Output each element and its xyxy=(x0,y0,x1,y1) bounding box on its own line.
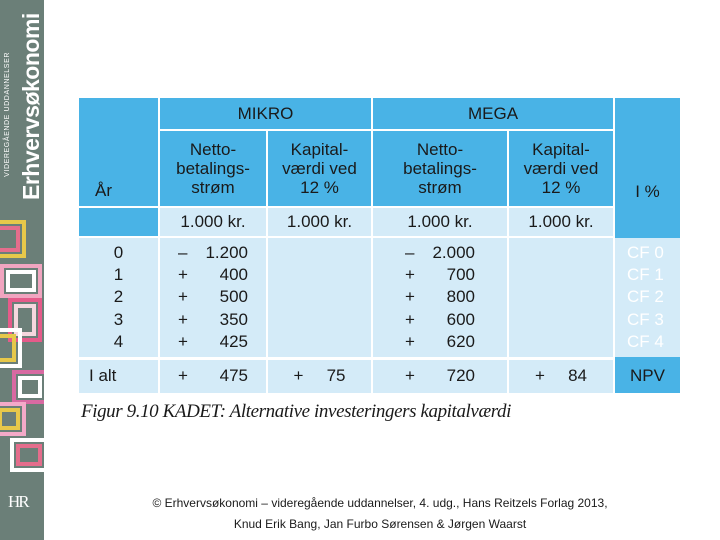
micro-net-column xyxy=(160,238,266,357)
i-percent-header: I % xyxy=(635,181,660,201)
capital-value-table xyxy=(79,98,680,393)
publisher-logo: HR xyxy=(8,492,28,511)
figure-caption: Figur 9.10 KADET: Alternative investeringers kapitalværdi xyxy=(81,401,511,422)
micro-cap-unit: 1.000 kr. xyxy=(268,208,371,236)
cf-label-2: CF 2 xyxy=(627,287,664,307)
micro-net-row-3: + 350 xyxy=(178,309,248,329)
year-0: 0 xyxy=(113,242,124,262)
npv-label: NPV xyxy=(630,366,665,386)
copyright-footer xyxy=(120,493,640,535)
cf-label-4: CF 4 xyxy=(627,331,664,351)
mega-net-row-3: + 600 xyxy=(405,309,475,329)
year-column xyxy=(79,238,158,357)
brand-title: Erhvervsøkonomi xyxy=(18,13,44,200)
year-1: 1 xyxy=(113,265,124,285)
micro-net-header: Netto- betalings- strøm xyxy=(160,131,266,206)
micro-net-row-4: + 425 xyxy=(178,331,248,351)
total-mega-net: + 720 xyxy=(373,360,507,393)
micro-cap-column xyxy=(268,238,371,357)
mega-net-row-1: + 700 xyxy=(405,265,475,285)
micro-net-row-0: – 1.200 xyxy=(178,242,248,262)
total-micro-net: + 475 xyxy=(160,360,266,393)
mega-net-row-2: + 800 xyxy=(405,287,475,307)
mega-cap-column xyxy=(509,238,613,357)
total-label: I alt xyxy=(79,360,158,393)
cf-label-1: CF 1 xyxy=(627,265,664,285)
mega-net-row-0: – 2.000 xyxy=(405,242,475,262)
total-micro-cap: + 75 xyxy=(268,360,371,393)
micro-group-header: MIKRO xyxy=(160,98,371,129)
mega-cap-unit: 1.000 kr. xyxy=(509,208,613,236)
mega-net-unit: 1.000 kr. xyxy=(373,208,507,236)
total-mega-cap: + 84 xyxy=(509,360,613,393)
year-4: 4 xyxy=(113,331,124,351)
mega-net-row-4: + 620 xyxy=(405,331,475,351)
cf-labels xyxy=(615,238,680,357)
footer-line-1: © Erhvervsøkonomi – videregående uddannelser, 4. udg., Hans Reitzels Forlag 2013, xyxy=(152,496,608,510)
mega-net-header: Netto- betalings- strøm xyxy=(373,131,507,206)
cf-label-0: CF 0 xyxy=(627,242,664,262)
year-2: 2 xyxy=(113,287,124,307)
brand-subtitle: VIDEREGÅENDE UDDANNELSER xyxy=(4,52,11,177)
footer-line-2: Knud Erik Bang, Jan Furbo Sørensen & Jørgen Waarst xyxy=(233,517,527,531)
mega-cap-header: Kapital- værdi ved 12 % xyxy=(509,131,613,206)
mega-group-header: MEGA xyxy=(373,98,613,129)
brand-band xyxy=(0,0,44,540)
unit-row-year-cell xyxy=(79,208,158,236)
micro-cap-header: Kapital- værdi ved 12 % xyxy=(268,131,371,206)
micro-net-row-2: + 500 xyxy=(178,287,248,307)
micro-net-unit: 1.000 kr. xyxy=(160,208,266,236)
year-3: 3 xyxy=(113,309,124,329)
year-header xyxy=(79,98,158,206)
year-header-label: År xyxy=(95,181,112,200)
micro-net-row-1: + 400 xyxy=(178,265,248,285)
cf-label-3: CF 3 xyxy=(627,309,664,329)
mega-net-column xyxy=(373,238,507,357)
